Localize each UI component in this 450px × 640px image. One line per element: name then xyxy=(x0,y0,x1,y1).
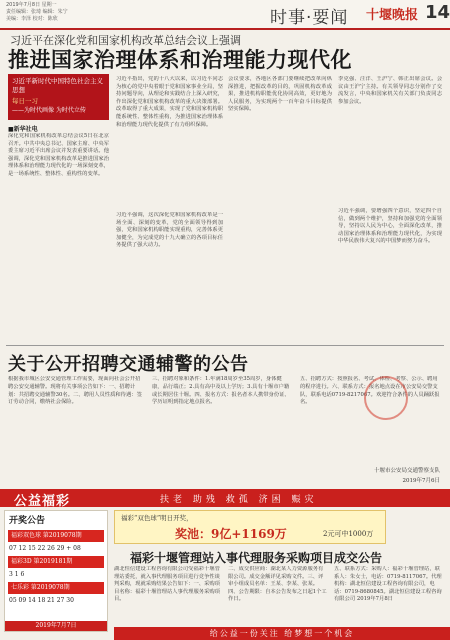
procurement-column: 五、联系方式：采购人：福彩十堰管理站，联系人：朱女士，电话：0719-8117067。代理机构：湖北恒信建设工程咨询有限公司，电话：0719-8680845。湖北恒信建设工程咨询有限公司 2019年7月8日 xyxy=(334,566,442,603)
page-number: 14 xyxy=(425,2,450,23)
article-column: 习近平强调，这次深化党和国家机构改革是一场全面、深刻的变革，党的全面领导得到加强，党和国家机构职能实现重构，完善体系更加健全，为完成党的十九大确立的各项目标任务提供了强大动力。 xyxy=(116,212,223,249)
article-column: 深化党和国家机构改革总结会议5日在北京召开。中共中央总书记、国家主席、中央军委主席习近平出席会议并发表重要讲话。他强调，深化党和国家机构改革是推进国家治理体系和治理能力现代化的一场深刻变革，是一场系统性、整体性、重构性的变革。 xyxy=(8,133,109,177)
newspaper-logo: 十堰晚报 xyxy=(366,8,419,23)
banner-line: 每日一习 xyxy=(12,97,38,105)
column-banner xyxy=(8,74,109,120)
notice-column: 根据我市城区公安交通管理工作需要，现面向社会公开招聘公安交通辅警。现将有关事项公告如下：一、招聘计划：共招聘交通辅警30名。二、聘用人员性质和待遇：签订劳动合同，缴纳社会保险。 xyxy=(8,376,142,406)
story-subtitle: 习近平在深化党和国家机构改革总结会议上强调 xyxy=(10,34,241,47)
notice-date: 2019年7月6日 xyxy=(402,478,440,484)
notice-column: 三、招聘对象和条件：1.年满18周岁至35周岁，身体健康，品行端正；2.具有高中及以上学历；3.具有十堰市户籍或长期居住十堰。四、报名方式：报名者本人携带身份证、学历证明到指定地点报名。 xyxy=(152,376,290,406)
bottom-slogan: 给公益一份关注 给梦想一个机会 xyxy=(114,627,450,640)
ad-line: 福彩“双色球”明日开奖， xyxy=(121,514,193,522)
welfare-title: 公益福彩 xyxy=(14,494,71,509)
lottery-numbers: 07 12 15 22 26 29 + 08 xyxy=(9,545,81,552)
banner-line: ——为时代画像 为时代立传 xyxy=(12,107,86,114)
dateline-tag: ■新华社电 xyxy=(8,126,38,133)
welfare-band xyxy=(0,489,450,507)
notice-column: 五、招聘方式：按照报名、考试、体检、考察、公示、聘用的程序进行。六、联系方式：报名地点设在市公安局交警支队，联系电话0719-8217067。欢迎符合条件的人员踊跃报名。 xyxy=(300,376,440,406)
section-divider xyxy=(6,345,444,346)
lottery-row: 福彩3D 第2019181期 xyxy=(8,556,104,568)
ad-line: 2元可中1000万 xyxy=(323,530,374,538)
lottery-row: 福彩双色球 第2019078期 xyxy=(8,530,104,542)
procurement-column: 二、成交供应商：湖北某人力资源服务有限公司。成交金额详见采购文件。三、评审小组成员名单：王某、李某、张某。四、公告期限：自本公告发布之日起1个工作日。 xyxy=(228,566,327,603)
notice-title: 关于公开招聘交通辅警的公告 xyxy=(8,354,249,375)
article-column: 会议要求，各地区各部门要继续把改革向纵深推进，把握改革的目的，巩固机构改革成果，推进机构职能优化协同高效，更好地为人民服务，为实现两个一百年奋斗目标提供坚实保障。 xyxy=(228,76,332,113)
page-header xyxy=(0,0,450,30)
section-title: 时事·要闻 xyxy=(270,8,349,28)
lottery-numbers: 05 09 14 18 21 27 30 xyxy=(9,597,74,604)
jackpot-ad xyxy=(114,510,386,544)
meta-line: 美编：李泽 校对：陈欣 xyxy=(6,16,58,22)
lottery-numbers: 3 1 6 xyxy=(9,571,25,578)
welfare-slogan: 扶老 助残 救孤 济困 赈灾 xyxy=(160,495,318,505)
story-headline: 推进国家治理体系和治理能力现代化 xyxy=(8,47,352,72)
lottery-title: 开奖公告 xyxy=(9,516,46,526)
procurement-column: 湖北恒信建设工程咨询有限公司受福彩十堰管理站委托，就入事代理服务项目进行竞争性谈判采购，现就采购结果公告如下：一、采购项目名称：福彩十堰管理站人事代理服务采购项目。 xyxy=(114,566,220,603)
meta-line: 2019年7月8日 星期一 xyxy=(6,2,57,8)
banner-line: 习近平新时代中国特色社会主义思想 xyxy=(12,77,103,94)
meta-line: 责任编辑：张琦 编辑：朱宁 xyxy=(6,9,68,15)
article-column: 习近平强调，要增强四个意识，坚定四个自信，做到两个维护，坚持和加强党的全面领导，坚持以人民为中心，全面深化改革，推动国家治理体系和治理能力现代化，为实现中华民族伟大复兴的中国梦而努力奋斗。 xyxy=(338,208,442,245)
official-seal xyxy=(364,376,408,420)
jackpot-amount: 奖池：9亿+1169万 xyxy=(175,527,287,541)
header-meta xyxy=(6,2,68,23)
procurement-title: 福彩十堰管理站入事代理服务采购项目成交公告 xyxy=(130,551,383,565)
lottery-row: 七乐彩 第2019078期 xyxy=(8,582,104,594)
lottery-date: 2019年7月7日 xyxy=(5,621,107,631)
article-column: 李克强、汪洋、王沪宁、韩正出席会议。会议由王沪宁主持。有关领导同志分别作了交流发言，中央和国家机关有关部门负责同志参加会议。 xyxy=(338,76,442,105)
lottery-results xyxy=(4,510,108,632)
notice-signature: 十堰市公安局交通警察支队 xyxy=(373,468,440,474)
article-column: 习近平指出，党的十八大以来，以习近平同志为核心的党中央着眼于党和国家事业全局，坚持问题导向，从理论和实践结合上深入研究，作出深化党和国家机构改革的重大决策部署。改革取得了重大成果，实现了党和国家机构职能系统性、整体性重构，为推进国家治理体系和治理能力现代化提供了有力组织保障。 xyxy=(116,76,223,128)
